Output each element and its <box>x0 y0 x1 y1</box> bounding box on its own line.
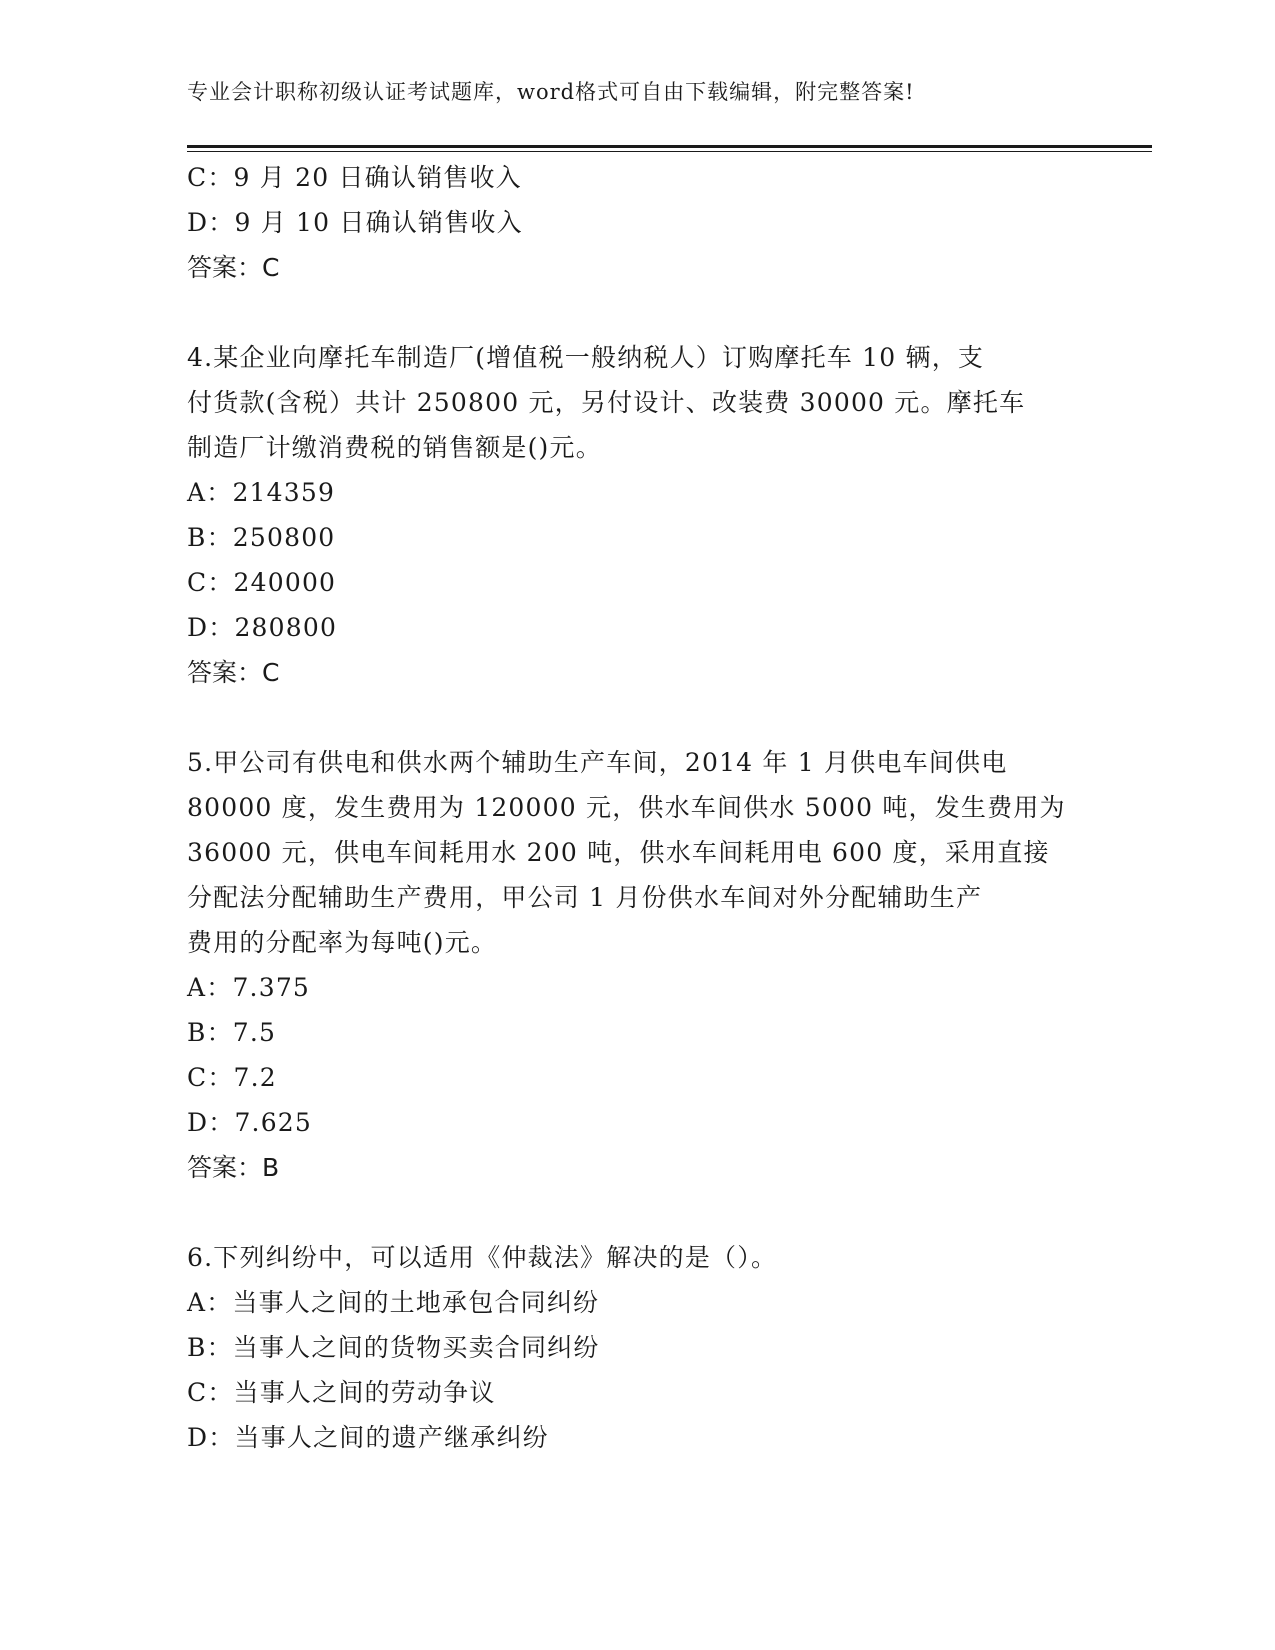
spacer <box>187 290 1087 335</box>
stem-line: 费用的分配率为每吨()元。 <box>187 928 498 957</box>
header-rule-thin <box>187 151 1152 152</box>
question-4-stem <box>187 335 1087 470</box>
option-d: D：280800 <box>187 613 338 642</box>
question-5-stem <box>187 740 1087 965</box>
question-content <box>187 155 1087 1460</box>
stem-line: 5.甲公司有供电和供水两个辅助生产车间，2014 年 1 月供电车间供电 <box>187 748 1008 777</box>
page-header: 专业会计职称初级认证考试题库，word格式可自由下载编辑，附完整答案! <box>187 80 915 104</box>
stem-line: 4.某企业向摩托车制造厂(增值税一般纳税人）订购摩托车 10 辆，支 <box>187 343 985 372</box>
header-rule-thick <box>187 145 1152 148</box>
spacer <box>187 1190 1087 1235</box>
option-b: B：7.5 <box>187 1018 277 1047</box>
stem-line: 36000 元，供电车间耗用水 200 吨，供水车间耗用电 600 度，采用直接 <box>187 838 1050 867</box>
stem-line: 分配法分配辅助生产费用，甲公司 1 月份供水车间对外分配辅助生产 <box>187 883 983 912</box>
option-c: C：7.2 <box>187 1063 277 1092</box>
option-c: C：当事人之间的劳动争议 <box>187 1378 496 1407</box>
option-d: D：9 月 10 日确认销售收入 <box>187 208 523 237</box>
stem-line: 付货款(含税）共计 250800 元，另付设计、改装费 30000 元。摩托车 <box>187 388 1026 417</box>
answer: 答案：C <box>187 658 280 687</box>
answer: 答案：C <box>187 253 280 282</box>
option-a: A：当事人之间的土地承包合同纠纷 <box>187 1288 600 1317</box>
option-d: D：7.625 <box>187 1108 313 1137</box>
stem-line: 6.下列纠纷中，可以适用《仲裁法》解决的是（）。 <box>187 1243 778 1272</box>
question-6-stem <box>187 1235 1087 1280</box>
option-b: B：当事人之间的货物买卖合同纠纷 <box>187 1333 600 1362</box>
answer: 答案：B <box>187 1153 280 1182</box>
stem-line: 80000 度，发生费用为 120000 元，供水车间供水 5000 吨，发生费用为 <box>187 793 1066 822</box>
option-c: C：240000 <box>187 568 337 597</box>
option-c: C：9 月 20 日确认销售收入 <box>187 163 522 192</box>
stem-line: 制造厂计缴消费税的销售额是()元。 <box>187 433 602 462</box>
spacer <box>187 695 1087 740</box>
option-a: A：7.375 <box>187 973 311 1002</box>
option-b: B：250800 <box>187 523 336 552</box>
option-a: A：214359 <box>187 478 336 507</box>
option-d: D：当事人之间的遗产继承纠纷 <box>187 1423 549 1452</box>
